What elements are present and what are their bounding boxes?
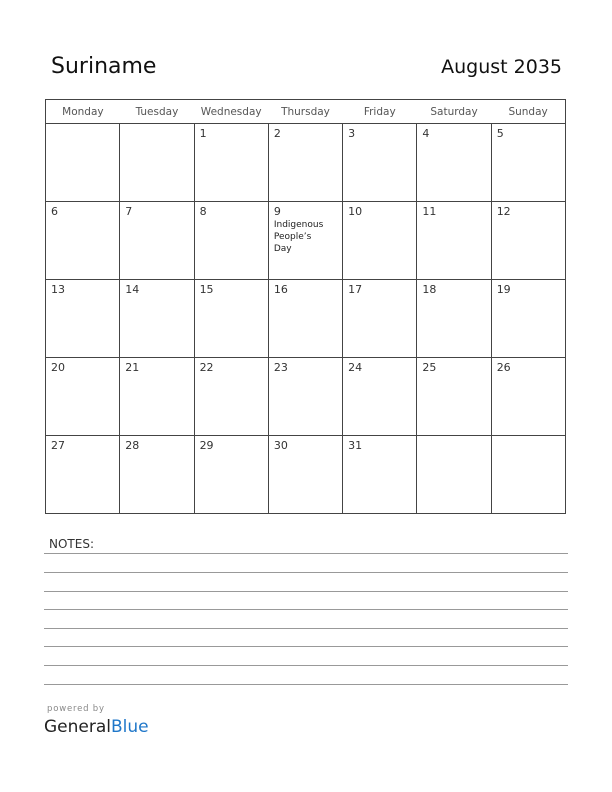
calendar-grid [45,99,566,514]
day-number: 19 [496,283,511,296]
note-line [44,609,568,610]
weekday-header: Thursday [268,100,342,124]
calendar-week-row [46,202,566,280]
calendar-day-cell [417,280,491,358]
day-number: 14 [125,283,140,296]
day-number: 12 [496,205,511,218]
day-number: 27 [51,439,65,452]
day-number: 18 [422,283,437,296]
calendar-day-cell [343,202,417,280]
note-line [44,591,568,592]
calendar-day-cell [46,358,120,436]
calendar-day-cell [491,358,565,436]
weekday-header: Friday [343,100,417,124]
day-number: 16 [273,283,288,296]
calendar-day-cell [194,202,268,280]
brand-blue: Blue [111,717,149,737]
calendar-day-cell [46,124,120,202]
powered-by-text: powered by [47,704,105,714]
day-number: 28 [125,439,140,452]
day-number: 7 [125,205,133,218]
note-line [44,628,568,629]
day-number: 3 [348,127,356,140]
brand-general: General [44,717,111,737]
month-year-title: August 2035 [441,56,562,78]
weekday-header: Tuesday [120,100,194,124]
calendar-day-cell [343,124,417,202]
calendar-week-row [46,280,566,358]
day-number: 15 [199,283,214,296]
weekday-header: Sunday [491,100,565,124]
day-number: 23 [273,361,288,374]
calendar-day-cell [491,202,565,280]
day-number: 2 [273,127,281,140]
country-title: Suriname [51,54,157,79]
day-number: 17 [348,283,363,296]
calendar-week-row [46,124,566,202]
weekday-header-row [46,100,566,124]
notes-label: NOTES: [49,537,94,551]
day-number: 13 [51,283,65,296]
day-number: 25 [422,361,437,374]
day-number: 21 [125,361,140,374]
holiday-label: Indigenous People’s Day [273,220,324,254]
day-number: 5 [496,127,504,140]
day-number: 31 [348,439,363,452]
calendar-day-cell [268,436,342,514]
calendar-day-cell [268,280,342,358]
calendar-day-cell [417,202,491,280]
calendar-day-cell [120,202,194,280]
note-line [44,646,568,647]
day-number: 26 [496,361,511,374]
day-number: 30 [273,439,288,452]
calendar-day-cell [417,124,491,202]
calendar-day-cell [194,124,268,202]
day-number: 29 [199,439,214,452]
calendar-day-cell [268,202,342,280]
day-number: 11 [422,205,437,218]
day-number: 6 [51,205,58,218]
calendar-week-row [46,436,566,514]
day-number: 4 [422,127,430,140]
calendar-day-cell [343,358,417,436]
brand-logo [44,717,149,737]
calendar-day-cell [417,358,491,436]
weekday-header: Monday [46,100,120,124]
calendar-day-cell [268,358,342,436]
day-number: 20 [51,361,65,374]
calendar-day-cell [46,280,120,358]
calendar-day-cell [491,280,565,358]
calendar-day-cell [194,358,268,436]
calendar-day-cell [120,124,194,202]
calendar-day-cell [343,436,417,514]
day-number: 22 [199,361,214,374]
calendar-day-cell [268,124,342,202]
note-line [44,665,568,666]
calendar-day-cell [120,358,194,436]
weekday-header: Wednesday [194,100,268,124]
calendar-day-cell [194,436,268,514]
weekday-header: Saturday [417,100,491,124]
calendar-day-cell [46,202,120,280]
calendar-day-cell [417,436,491,514]
day-number: 10 [348,205,363,218]
calendar-day-cell [120,280,194,358]
day-number: 8 [199,205,207,218]
note-line [44,572,568,573]
calendar-day-cell [120,436,194,514]
calendar-week-row [46,358,566,436]
calendar-day-cell [194,280,268,358]
calendar-day-cell [491,436,565,514]
day-number: 24 [348,361,363,374]
day-number: 9 [273,205,281,218]
calendar-day-cell [491,124,565,202]
note-line [44,684,568,685]
note-line [44,553,568,554]
day-number: 1 [199,127,207,140]
calendar-day-cell [343,280,417,358]
calendar-day-cell [46,436,120,514]
